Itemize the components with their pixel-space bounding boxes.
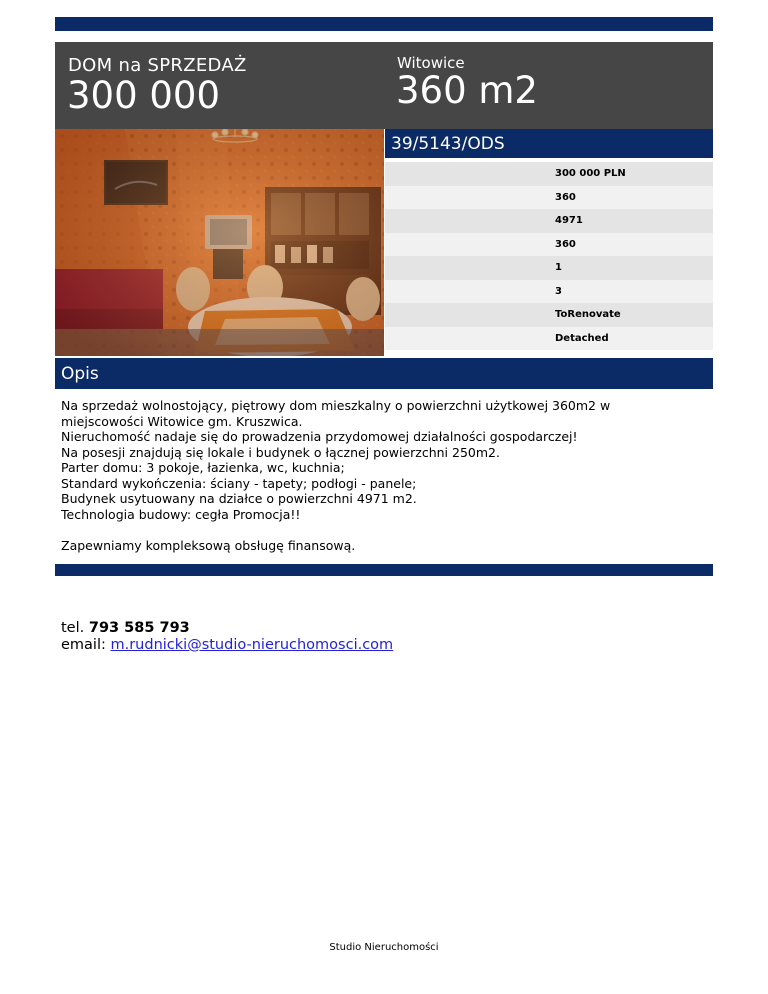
- footer-text: Studio Nieruchomości: [329, 942, 439, 953]
- reference-number: 39/5143/ODS: [391, 134, 505, 154]
- params-table: [385, 162, 713, 350]
- property-type: DOM na SPRZEDAŻ: [68, 55, 247, 76]
- param-value: ToRenovate: [555, 309, 621, 320]
- description-heading-bar: [55, 358, 713, 389]
- contact-block: [61, 620, 393, 654]
- param-row: [385, 327, 713, 351]
- param-value: 300 000 PLN: [555, 168, 626, 179]
- description-closing: Zapewniamy kompleksową obsługę finansową.: [61, 537, 356, 553]
- description-heading: Opis: [61, 364, 99, 384]
- param-value: 360: [555, 191, 576, 203]
- description-line: Parter domu: 3 pokoje, łazienka, wc, kuchnia;: [61, 460, 345, 475]
- description-line: Na posesji znajdują się lokale i budynek o łącznej powierzchni 250m2.: [61, 444, 500, 460]
- property-location: Witowice: [397, 54, 465, 72]
- top-accent-bar: [55, 17, 713, 31]
- property-photo: [55, 129, 384, 356]
- email-line: [61, 637, 393, 654]
- phone-label: tel.: [61, 620, 85, 636]
- phone-number: 793 585 793: [88, 620, 190, 636]
- description-line: Technologia budowy: cegła Promocja!!: [61, 506, 301, 522]
- param-row: [385, 209, 713, 233]
- description-text: [61, 398, 701, 553]
- reference-bar: [385, 129, 713, 158]
- description-line: miejscowości Witowice gm. Kruszwica.: [61, 413, 303, 429]
- param-row: [385, 280, 713, 304]
- param-value: 4971: [555, 215, 583, 226]
- param-value: 3: [555, 285, 562, 297]
- description-line: Na sprzedaż wolnostojący, piętrowy dom mieszkalny o powierzchni użytkowej 360m2 w: [61, 398, 611, 413]
- property-price: 300 000: [67, 74, 221, 117]
- param-row: [385, 162, 713, 186]
- param-row: [385, 256, 713, 280]
- param-row: [385, 186, 713, 210]
- bottom-accent-bar: [55, 564, 713, 576]
- param-row: [385, 233, 713, 257]
- paragraph-gap: [61, 522, 701, 538]
- phone-line: [61, 620, 393, 637]
- param-value: 360: [555, 238, 576, 250]
- description-line: Nieruchomość nadaje się do prowadzenia przydomowej działalności gospodarczej!: [61, 429, 578, 444]
- param-value: 1: [555, 262, 562, 273]
- email-label: email:: [61, 637, 106, 653]
- email-link[interactable]: m.rudnicki@studio-nieruchomosci.com: [110, 637, 394, 653]
- param-value: Detached: [555, 332, 609, 344]
- listing-header: [55, 42, 713, 129]
- property-area: 360 m2: [396, 69, 538, 112]
- param-row: [385, 303, 713, 327]
- description-line: Standard wykończenia: ściany - tapety; podłogi - panele;: [61, 475, 417, 491]
- description-line: Budynek usytuowany na działce o powierzchni 4971 m2.: [61, 491, 417, 506]
